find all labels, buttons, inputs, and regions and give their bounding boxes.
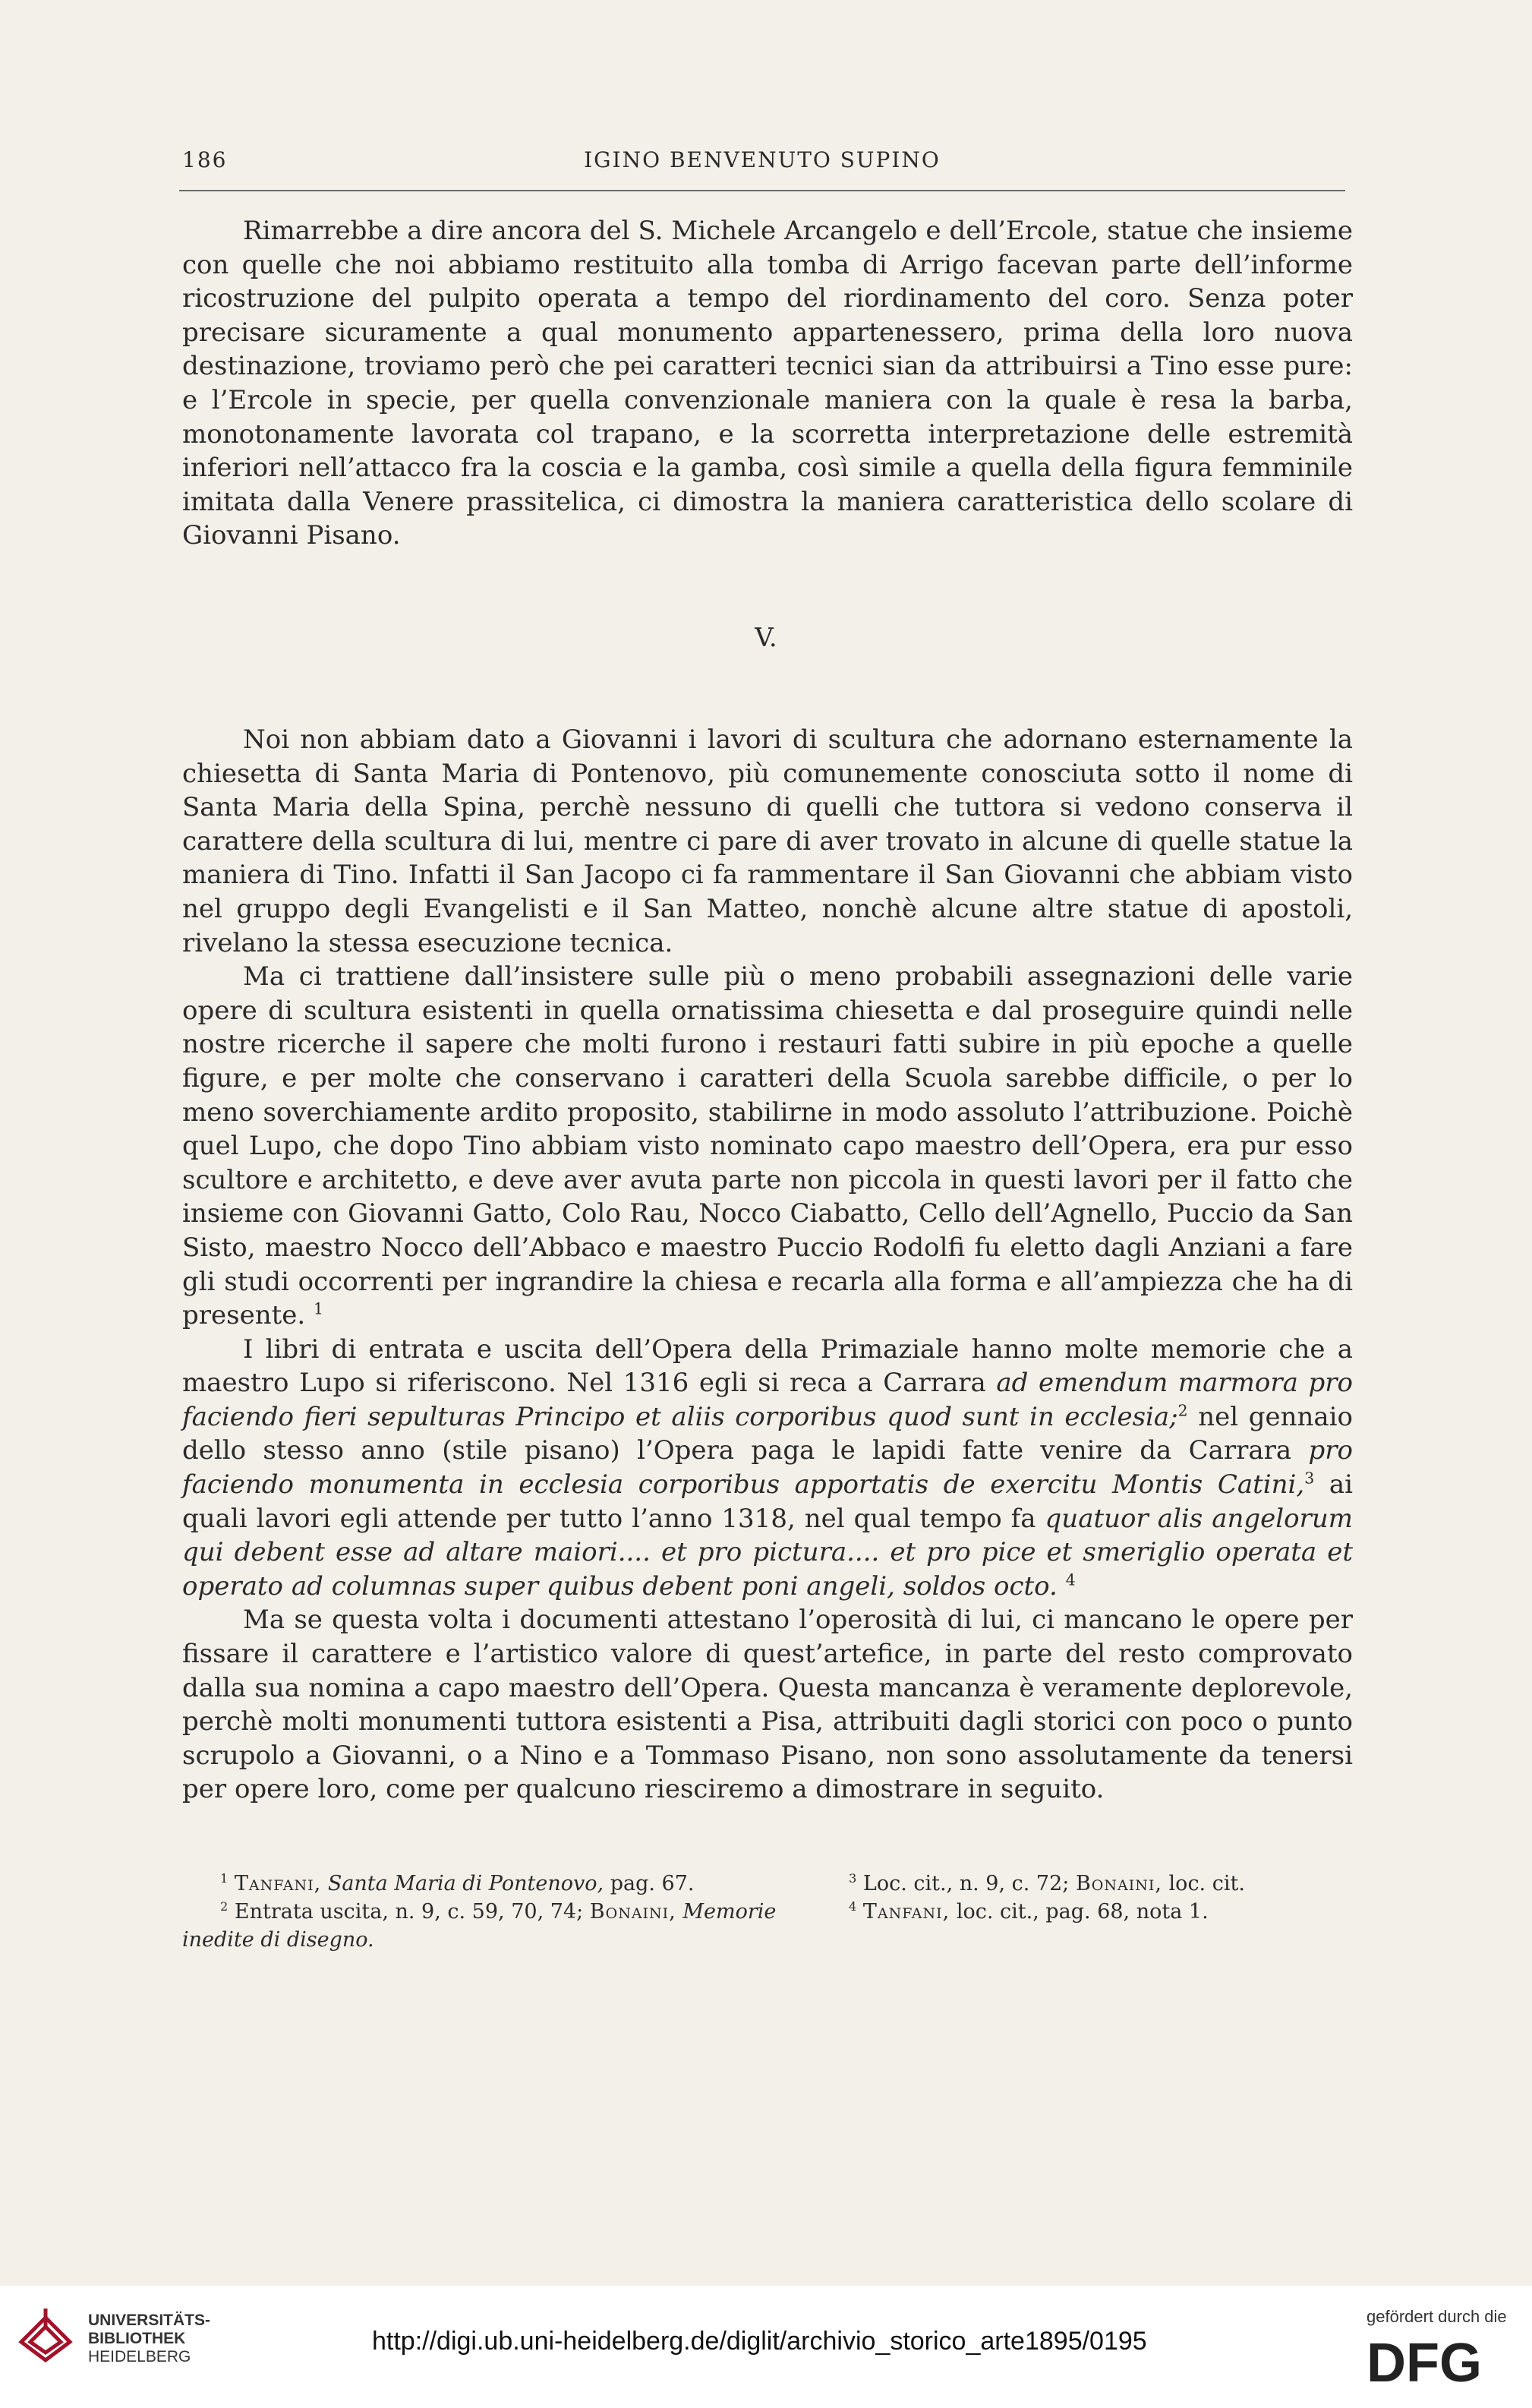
footnote-4: $^4$ Tanfani, loc. cit., pag. 68, nota 1.: [849, 1899, 1209, 1924]
svg-text:DFG: DFG: [1367, 2334, 1482, 2387]
funding-note: gefördert durch die: [1367, 2307, 1507, 2326]
footnotes-left-column: [182, 1870, 782, 1954]
paragraph: Ma se questa volta i documenti attestano l’operosità di lui, ci mancano le opere per fissare il carattere e l’artistico valore di quest’artefice, in parte del resto comprovato dalla sua nomina a capo maestro dell’Opera. Questa mancanza è veramente deplorevole, perchè molti monumenti tuttora esistenti a Pisa, attribuiti dagli storici con poco o punto scrupolo a Giovanni, o a Nino e a Tommaso Pisano, non sono assolutamente da tenersi per opere loro, come per qualcuno riesciremo a dimostrare in seguito.: [182, 1605, 1353, 1805]
footnote-ref: 2: [1177, 1401, 1188, 1420]
footnote-ref: 3: [1304, 1469, 1315, 1488]
paragraph: Rimarrebbe a dire ancora del S. Michele Arcangelo e dell’Ercole, statue che insieme con quelle che noi abbiamo restituito alla tomba di Arrigo facevan parte dell’informe ricostruzione del pulpito operata a tempo del riordinamento del coro. Senza poter precisare sicuramente a qual monumento appartenessero, prima della loro nuova destinazione, troviamo però che pei caratteri tecnici sian da attribuirsi a Tino esse pure: e l’Ercole in specie, per quella convenzionale maniera con la quale è resa la barba, monotonamente lavorata col trapano, e la scorretta interpretazione delle estremità inferiori nell’attacco fra la coscia e la gamba, così simile a quella della figura femminile imitata dalla Venere prassitelica, ci dimostra la maniera caratteristica dello scolare di Giovanni Pisano.: [182, 216, 1353, 551]
footnote-3: $^3$ Loc. cit., n. 9, c. 72; Bonaini, loc. cit.: [849, 1871, 1245, 1895]
viewer-footer: [0, 2286, 1532, 2408]
text-block-1: [182, 214, 1353, 553]
dfg-logo-icon: [1367, 2334, 1507, 2387]
header-rule: [179, 190, 1345, 191]
footnote-ref: 1: [314, 1299, 323, 1318]
permalink-url[interactable]: http://digi.ub.uni-heidelberg.de/diglit/archivio_storico_arte1895/0195: [372, 2327, 1147, 2356]
footnotes-right-column: [811, 1870, 1353, 1926]
footnote-ref: 4: [1065, 1570, 1076, 1589]
section-heading: V.: [755, 623, 777, 653]
paragraph: Ma ci trattiene dall’insistere sulle più o meno probabili assegnazioni delle varie opere di scultura esistenti in quella ornatissima chiesetta e dal proseguire quindi nelle nostre ricerche il sapere che molti furono i restauri fatti subire in più epoche a quelle figure, e per molte che conservano i caratteri della Scuola sarebbe difficile, o per lo meno soverchiamente ardito proposito, stabilirne in modo assoluto l’attribuzione. Poichè quel Lupo, che dopo Tino abbiam visto nominato capo maestro dell’Opera, era pur esso scultore e architetto, e deve aver avuta parte non piccola in questi lavori per il fatto che insieme con Giovanni Gatto, Colo Rau, Nocco Ciabatto, Cello dell’Agnello, Puccio da San Sisto, maestro Nocco dell’Abbaco e maestro Puccio Rodolfi fu eletto dagli Anziani a fare gli studi occorrenti per ingrandire la chiesa e recarla alla forma e all’ampiezza che ha di presente. $^1$: [182, 961, 1353, 1331]
running-title: IGINO BENVENUTO SUPINO: [584, 147, 941, 172]
paragraph: I libri di entrata e uscita dell’Opera della Primaziale hanno molte memorie che a maestro Lupo si riferiscono. Nel 1316 egli si reca a Carrara ad emendum marmora pro faciendo fieri sepulturas Principo et aliis corporibus quod sunt in ecclesia;$^2$ nel gennaio dello stesso anno (stile pisano) l’Opera paga le lapidi fatte venire da Carrara pro faciendo monumenta in ecclesia corporibus apportatis de exercitu Montis Catini,$^3$ ai quali lavori egli attende per tutto l’anno 1318, nel qual tempo fa quatuor alis angelorum qui debent esse ad altare maiori.... et pro pictura.... et pro pice et smeriglio operata et operato ad columnas super quibus debent poni angeli, soldos octo. $^4$: [182, 1333, 1354, 1602]
paragraph: Noi non abbiam dato a Giovanni i lavori di scultura che adornano esternamente la chiesetta di Santa Maria di Pontenovo, più comunemente conosciuta sotto il nome di Santa Maria della Spina, perchè nessuno di quelli che tuttora si vedono conserva il carattere della scultura di lui, mentre ci pare di aver trovato in alcune di quelle statue la maniera di Tino. Infatti il San Jacopo ci fa rammentare il San Giovanni che abbiam visto nel gruppo degli Evangelisti e il San Matteo, nonchè alcune altre statue di apostoli, rivelano la stessa esecuzione tecnica.: [182, 724, 1353, 958]
footnote-1: $^1$ Tanfani, Santa Maria di Pontenovo, pag. 67.: [220, 1871, 695, 1895]
text-block-2: [182, 723, 1353, 1807]
page-header: [179, 143, 1345, 181]
footnote-2: $^2$ Entrata uscita, n. 9, c. 59, 70, 74; Bonaini, Memorie inedite di disegno.: [182, 1899, 777, 1952]
library-logo-icon: [15, 2304, 76, 2365]
library-name: UNIVERSITÄTS- BIBLIOTHEK HEIDELBERG: [88, 2312, 211, 2365]
page-number: 186: [182, 147, 228, 172]
